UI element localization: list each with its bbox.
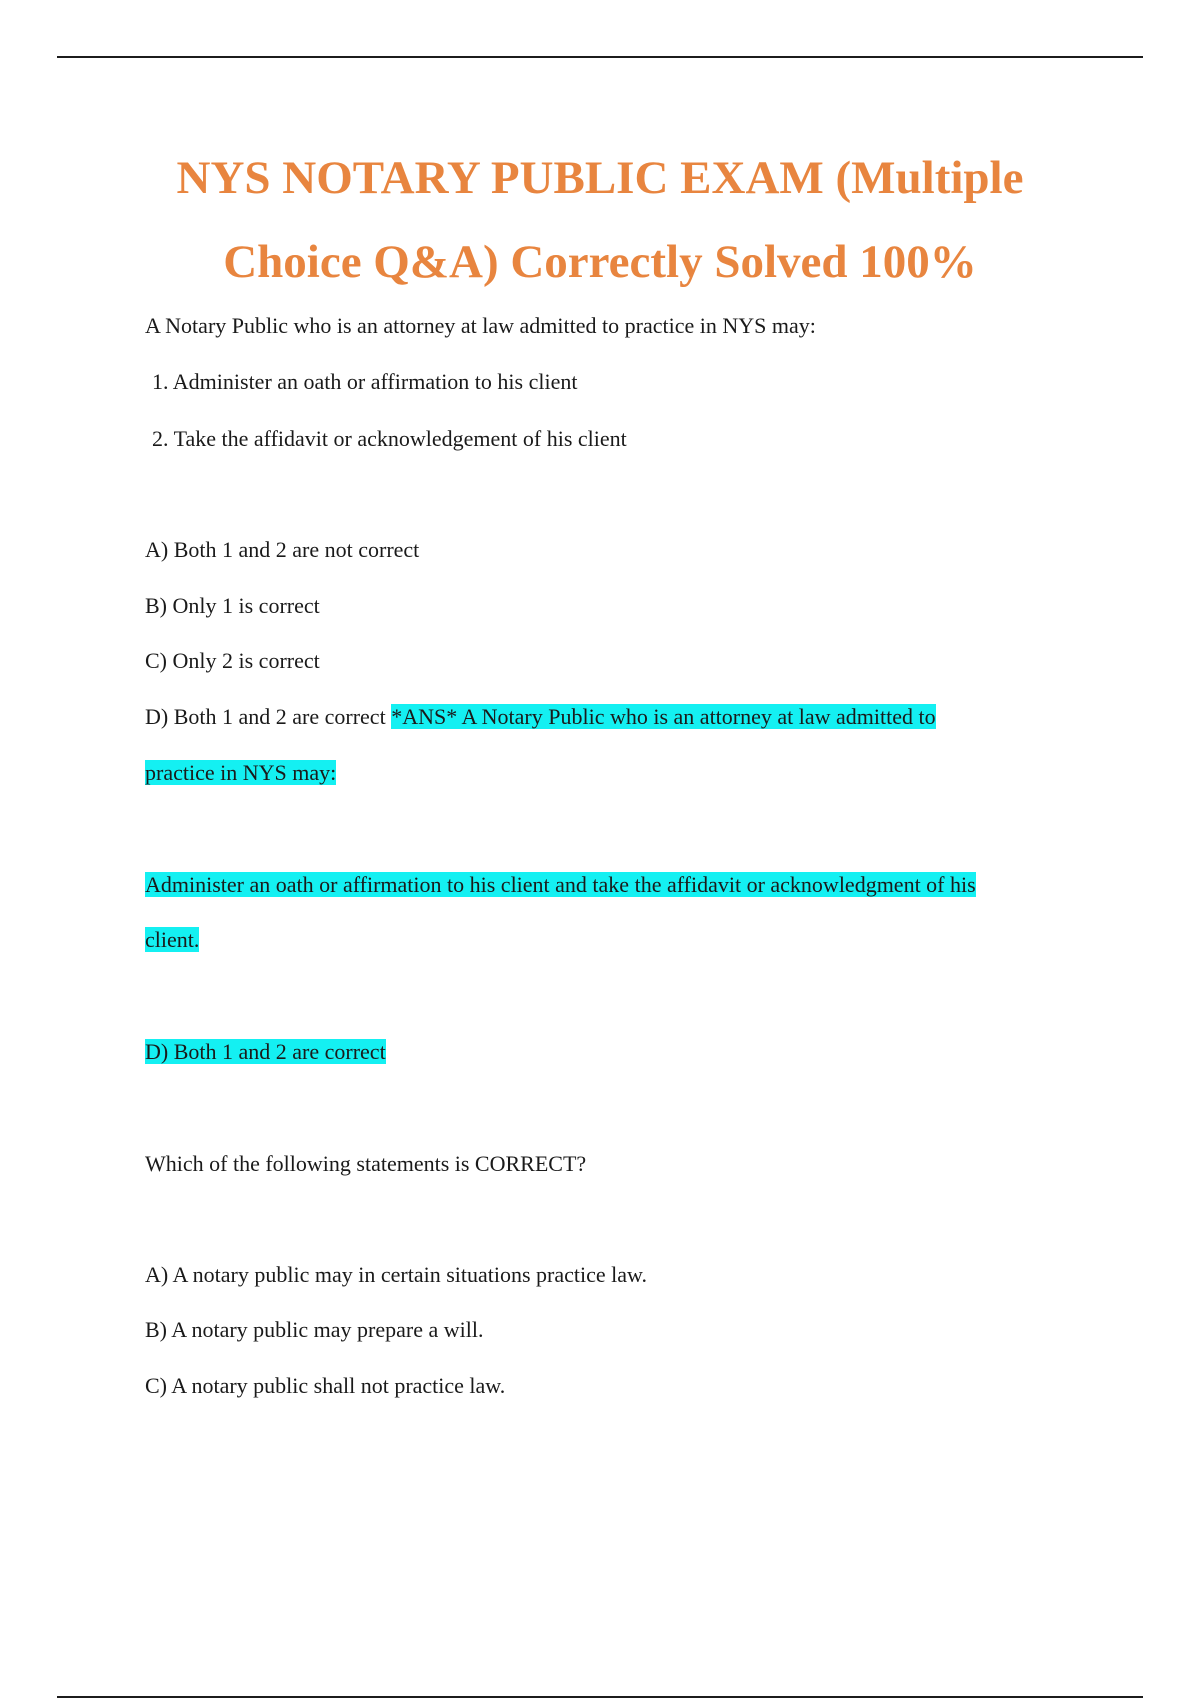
question-1-option-d-line — [145, 703, 936, 731]
question-2-option-c: C) A notary public shall not practice law. — [145, 1373, 506, 1398]
question-1-option-c: C) Only 2 is correct — [145, 648, 320, 673]
question-2-option-a: A) A notary public may in certain situations practice law. — [145, 1262, 647, 1287]
answer-highlight-1: *ANS* A Notary Public who is an attorney at law admitted to — [391, 704, 936, 729]
title-line-1: NYS NOTARY PUBLIC EXAM (Multiple — [176, 152, 1024, 204]
question-1-statement-1: 1. Administer an oath or affirmation to his client — [152, 369, 578, 394]
question-2-stem: Which of the following statements is CORRECT? — [145, 1151, 587, 1176]
answer-highlight-3: Administer an oath or affirmation to his client and take the affidavit or acknowledgment of his — [145, 872, 976, 897]
footer-rule — [57, 1696, 1143, 1698]
header-rule — [57, 56, 1143, 58]
answer-highlight-4: client. — [145, 927, 200, 952]
answer-line-3 — [145, 871, 976, 899]
question-1-option-d: D) Both 1 and 2 are correct — [145, 704, 386, 729]
answer-highlight-2: practice in NYS may: — [145, 760, 337, 785]
title-line-2: Choice Q&A) Correctly Solved 100% — [223, 236, 977, 288]
answer-line-5 — [145, 1038, 386, 1066]
question-1-statement-2: 2. Take the affidavit or acknowledgement of his client — [152, 426, 627, 451]
question-1-option-a: A) Both 1 and 2 are not correct — [145, 537, 420, 562]
answer-line-4 — [145, 926, 199, 954]
answer-line-2 — [145, 759, 336, 787]
question-2-option-b: B) A notary public may prepare a will. — [145, 1317, 484, 1342]
question-1-stem: A Notary Public who is an attorney at law admitted to practice in NYS may: — [145, 313, 816, 338]
answer-highlight-5: D) Both 1 and 2 are correct — [145, 1039, 386, 1064]
question-1-option-b: B) Only 1 is correct — [145, 593, 320, 618]
document-title — [80, 136, 1120, 304]
